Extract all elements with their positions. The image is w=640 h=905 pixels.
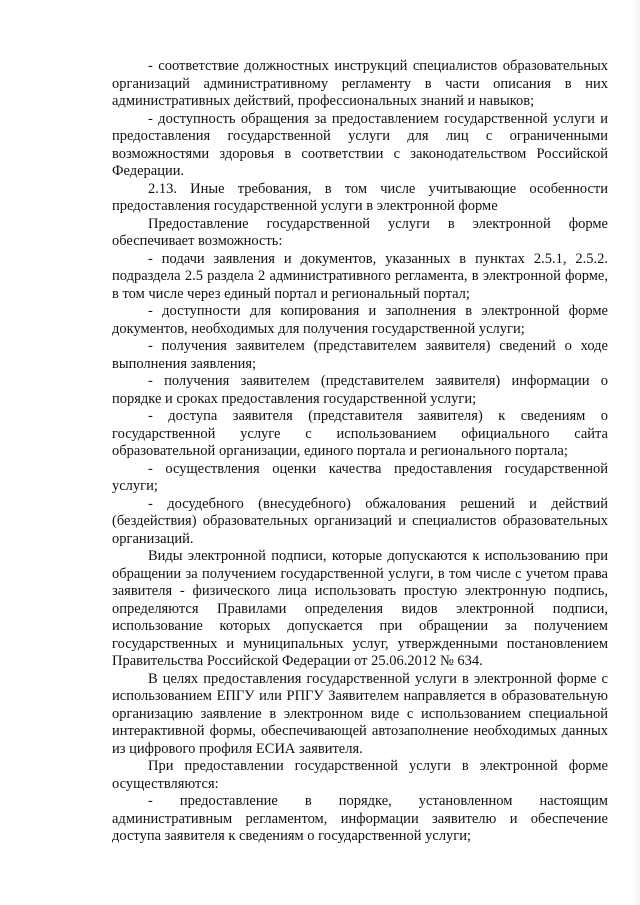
paragraph-electronic-form-intro: Предоставление государственной услуги в электронной форме обеспечивает возможность: (112, 215, 608, 249)
list-item-access-info: - доступа заявителя (представителя заявителя) к сведениям о государственной услуге с использованием официального сайта образовательной организации, единого портала и регионального портала; (112, 408, 608, 459)
list-item-progress-info: - получения заявителем (представителем заявителя) сведений о ходе выполнения заявления; (112, 338, 608, 372)
paragraph-job-instructions: - соответствие должностных инструкций специалистов образовательных организаций административному регламенту в части описания в них административных действий, профессиональных знаний и навыков; (112, 58, 608, 109)
list-item-quality-assessment: - осуществления оценки качества предоставления государственной услуги; (112, 460, 608, 494)
section-heading-2-13: 2.13. Иные требования, в том числе учитывающие особенности предоставления государственной услуги в электронной форме (112, 180, 608, 214)
paragraph-electronic-provision: При предоставлении государственной услуги в электронной форме осуществляются: (112, 758, 608, 792)
paragraph-epgu-rpgu: В целях предоставления государственной услуги в электронной форме с использованием ЕПГУ или РПГУ Заявителем направляется в образовательную организацию заявление в электронном виде с использованием специальной интерактивной формы, обеспечивающей автозаполнение необходимых данных из цифрового профиля ЕСИА заявителя. (112, 670, 608, 757)
document-page (112, 58, 608, 846)
page-edge-shadow (632, 0, 640, 905)
paragraph-accessibility: - доступность обращения за предоставлением государственной услуги и предоставления государственной услуги для лиц с ограниченными возможностями здоровья в соответствии с законодательством Российской Федерации. (112, 110, 608, 179)
list-item-information-provision: - предоставление в порядке, установленном настоящим административным регламентом, информации заявителю и обеспечение доступа заявителя к сведениям о государственной услуги; (112, 793, 608, 844)
list-item-submission: - подачи заявления и документов, указанных в пунктах 2.5.1, 2.5.2. подраздела 2.5 раздела 2 административного регламента, в электронной форме, в том числе через единый портал и региональный портал; (112, 250, 608, 302)
list-item-appeal: - досудебного (внесудебного) обжалования решений и действий (бездействия) образовательных организаций и специалистов образовательных организаций. (112, 495, 608, 547)
paragraph-electronic-signature: Виды электронной подписи, которые допускаются к использованию при обращении за получением государственной услуги, в том числе с учетом права заявителя - физического лица использовать простую электронную подпись, определяются Правилами определения видов электронной подписи, использование которых допускается при обращении за получением государственных и муниципальных услуг, утвержденными постановлением Правительства Российской Федерации от 25.06.2012 № 634. (112, 548, 608, 669)
list-item-procedure-info: - получения заявителем (представителем заявителя) информации о порядке и сроках предоставления государственной услуги; (112, 373, 608, 407)
list-item-copying: - доступности для копирования и заполнения в электронной форме документов, необходимых для получения государственной услуги; (112, 303, 608, 337)
